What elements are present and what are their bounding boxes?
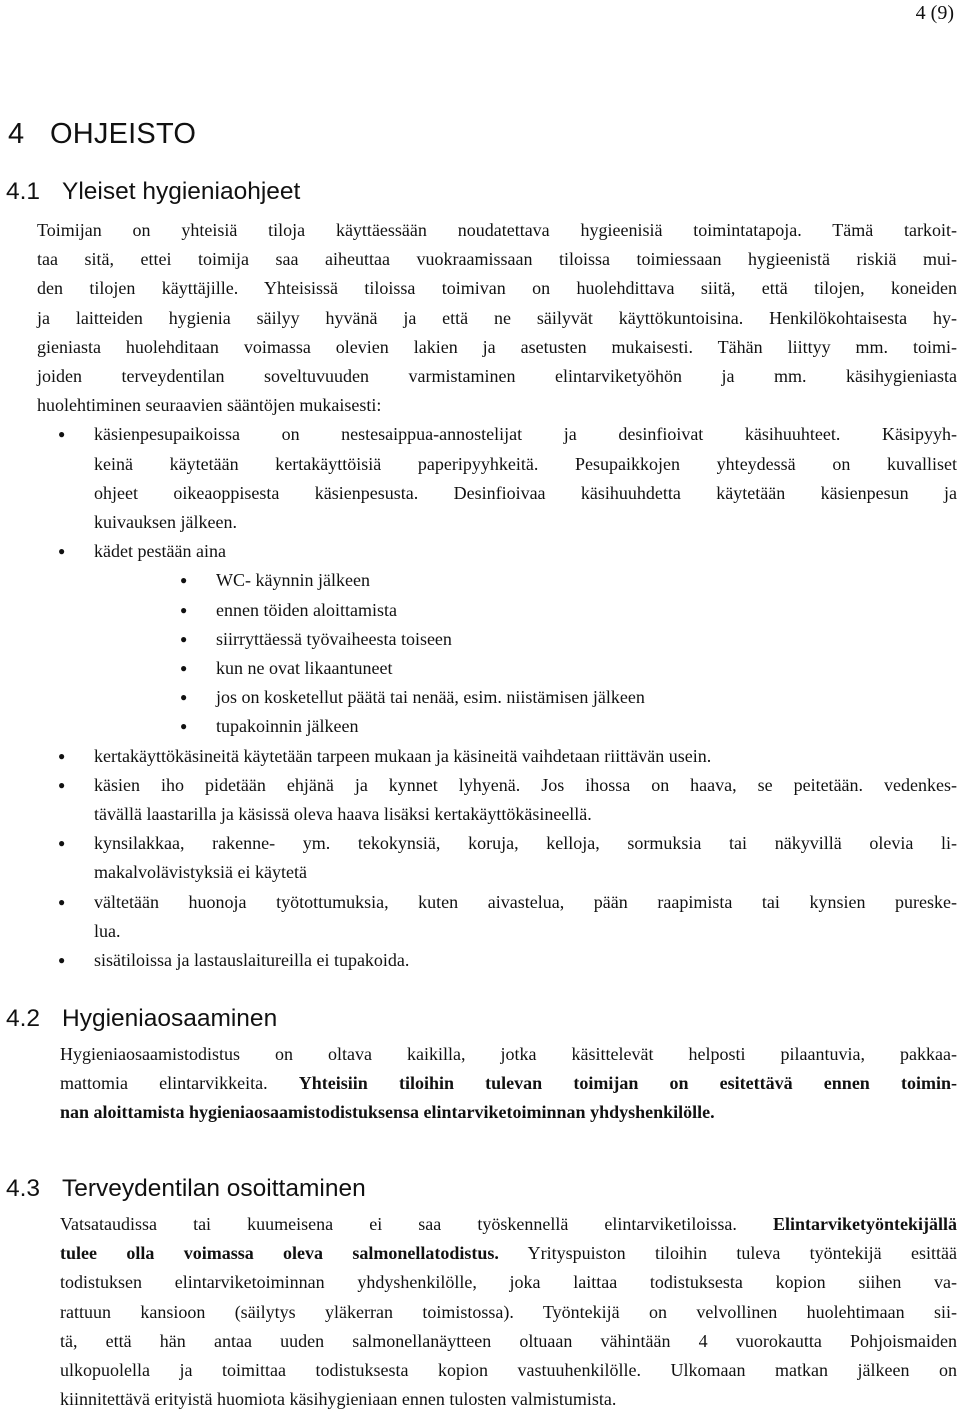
list-item-text: tävällä laastarilla ja käsissä oleva haava lisäksi kertakäyttökäsineellä.: [94, 804, 592, 825]
bold-text: tulee olla voimassa oleva salmonellatodistus.: [60, 1243, 499, 1264]
subsection-number: 4.3: [6, 1175, 41, 1202]
bullet-icon: [180, 712, 187, 743]
list-item-text: lua.: [94, 920, 121, 941]
paragraph-line: todistuksen elintarviketoiminnan yhdyshenkilölle, joka laittaa todistuksesta kopion siihen va-: [60, 1272, 957, 1293]
sub-list-item: ● jos on kosketellut päätä tai nenää, esim. niistämisen jälkeen: [37, 683, 957, 712]
paragraph-line: rattuun kansioon (säilytys yläkerran toimistossa). Työntekijä on velvollinen huolehtimaan sii-: [60, 1301, 957, 1322]
sub-list-item: ● WC- käynnin jälkeen: [37, 566, 957, 595]
list-item-text: kuivauksen jälkeen.: [94, 512, 237, 533]
list-item-text: käsien iho pidetään ehjänä ja kynnet lyhyenä. Jos ihossa on haava, se peitetään. vedenkes-: [94, 774, 957, 795]
bullet-icon: [180, 566, 187, 597]
list-item-text: ohjeet oikeaoppisesta käsienpesusta. Desinfioivaa käsihuuhdetta käytetään käsienpesun ja: [94, 482, 957, 503]
section-4-3-body: [60, 1210, 957, 1414]
section-4-1-body: [37, 216, 957, 975]
bold-text: Yhteisiin tiloihin tulevan toimijan on esitettävä ennen toimin-: [298, 1073, 957, 1094]
section-number: 4: [8, 118, 25, 150]
paragraph-line: ja laitteiden hygienia säilyy hyvänä ja että ne säilyvät käyttökuntoisina. Henkilökohtaisesta hy-: [37, 307, 957, 328]
list-item: [37, 742, 957, 771]
section-title: OHJEISTO: [50, 118, 197, 150]
bullet-icon: [58, 888, 65, 919]
paragraph-line: gieniasta huolehditaan voimassa olevien lakien ja asetusten mukaisesti. Tähän liittyy mm. toimi-: [37, 336, 957, 357]
subsection-number: 4.2: [6, 1005, 41, 1032]
bullet-icon: [58, 946, 65, 977]
paragraph-line: mattomia elintarvikkeita. Yhteisiin tiloihin tulevan toimijan on esitettävä ennen toimin-: [60, 1073, 957, 1094]
bullet-icon: [180, 625, 187, 656]
bullet-icon: [58, 537, 65, 568]
subsection-title: Terveydentilan osoittaminen: [62, 1175, 366, 1202]
list-item-text: kädet pestään aina: [94, 541, 226, 562]
sub-list-item: ● kun ne ovat likaantuneet: [37, 654, 957, 683]
paragraph-line: Toimijan on yhteisiä tiloja käyttäessään noudatettava hygieenisiä toimintatapoja. Tämä tarkoit-: [37, 220, 957, 240]
list-item-text: vältetään huonoja työtottumuksia, kuten aivastelua, pään raapimista tai kynsien pureske-: [94, 891, 957, 912]
subsection-heading-4-1: [6, 178, 300, 206]
paragraph-line: den tilojen käyttäjille. Yhteisissä tiloissa toimivan on huolehdittava siitä, että tilojen, koneiden: [37, 278, 957, 299]
bullet-icon: [180, 683, 187, 714]
list-item: [37, 771, 957, 829]
subsection-heading-4-3: [6, 1175, 366, 1203]
paragraph-line: joiden terveydentilan soveltuvuuden varmistaminen elintarviketyöhön ja mm. käsihygieniasta: [37, 366, 957, 387]
sub-list-item: ● ennen töiden aloittamista: [37, 596, 957, 625]
paragraph-line: kiinnitettävä erityistä huomiota käsihygieniaan ennen tulosten valmistumista.: [60, 1389, 617, 1410]
paragraph-line: Hygieniaosaamistodistus on oltava kaikilla, jotka käsittelevät helposti pilaantuvia, pakkaa-: [60, 1044, 957, 1064]
bullet-icon: [180, 654, 187, 685]
list-item-text: kertakäyttökäsineitä käytetään tarpeen mukaan ja käsineitä vaihdetaan riittävän usein.: [94, 745, 712, 766]
list-item: [37, 420, 957, 537]
bold-text: Elintarviketyöntekijällä: [773, 1214, 957, 1234]
subsection-title: Yleiset hygieniaohjeet: [62, 178, 301, 205]
list-item: [37, 829, 957, 887]
paragraph-line: tulee olla voimassa oleva salmonellatodistus. Yrityspuiston tiloihin tuleva työntekijä esittää: [60, 1243, 957, 1264]
subsection-title: Hygieniaosaaminen: [62, 1005, 278, 1032]
sub-list-item: ● tupakoinnin jälkeen: [37, 712, 957, 741]
paragraph-line: Vatsataudissa tai kuumeisena ei saa työskennellä elintarviketiloissa. Elintarviketyöntekijällä: [60, 1214, 957, 1234]
page-number: 4 (9): [915, 2, 954, 24]
list-item: [37, 888, 957, 946]
list-item-text: makalvolävistyksiä ei käytetä: [94, 862, 307, 883]
paragraph-line: ulkopuolella ja toimittaa todistuksesta kopion vastuuhenkilölle. Ulkomaan matkan jälkeen on: [60, 1360, 957, 1381]
sub-list: [37, 566, 957, 741]
list-item: [37, 946, 957, 975]
paragraph-line: huolehtiminen seuraavien sääntöjen mukaisesti:: [37, 395, 382, 416]
list-item: [37, 537, 957, 566]
sub-list-item: ● siirryttäessä työvaiheesta toiseen: [37, 625, 957, 654]
bullet-icon: [58, 420, 65, 451]
section-heading: [8, 118, 196, 151]
bold-text: nan aloittamista hygieniaosaamistodistuksensa elintarviketoiminnan yhdyshenkilölle.: [60, 1102, 715, 1123]
list-item-text: kynsilakkaa, rakenne- ym. tekokynsiä, koruja, kelloja, sormuksia tai näkyvillä olevia li-: [94, 833, 957, 854]
paragraph-line: taa sitä, ettei toimija saa aiheuttaa vuokraamissaan tiloissa toimiessaan hygieenistä riskiä mui-: [37, 249, 957, 270]
subsection-heading-4-2: [6, 1005, 277, 1033]
bullet-icon: [58, 829, 65, 860]
paragraph-line: [60, 1098, 957, 1127]
list-item-text: keinä käytetään kertakäyttöisiä paperipyyhkeitä. Pesupaikkojen yhteydessä on kuvalliset: [94, 453, 957, 474]
list-item-text: käsienpesupaikoissa on nestesaippua-annostelijat ja desinfioivat käsihuuhteet. Käsipyyh-: [94, 424, 957, 445]
list-item-text: sisätiloissa ja lastauslaitureilla ei tupakoida.: [94, 950, 410, 971]
bullet-icon: [58, 742, 65, 773]
paragraph-line: tä, että hän antaa uuden salmonellanäytteen oltuaan vähintään 4 vuorokautta Pohjoismaiden: [60, 1330, 957, 1351]
section-4-2-body: [60, 1040, 957, 1128]
subsection-number: 4.1: [6, 178, 41, 205]
bullet-icon: [58, 771, 65, 802]
bullet-icon: [180, 596, 187, 627]
